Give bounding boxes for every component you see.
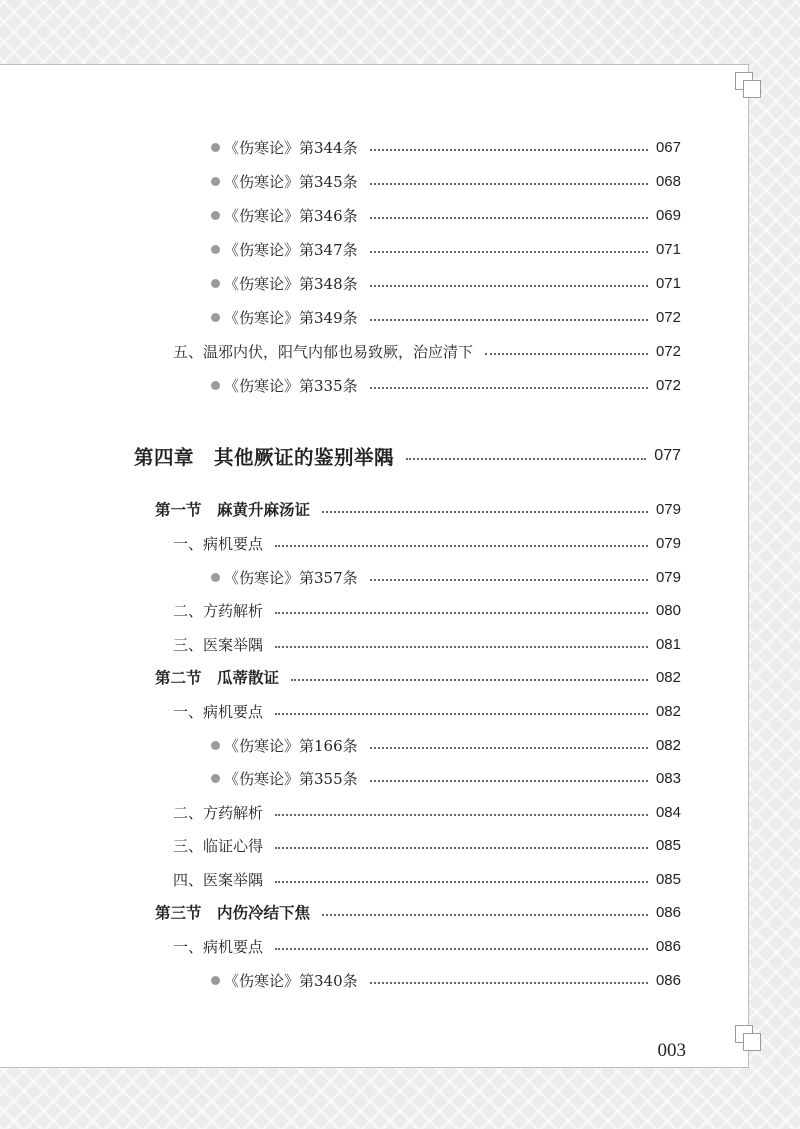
dot-leader xyxy=(275,948,648,950)
dot-leader xyxy=(370,183,648,185)
toc-entry[interactable] xyxy=(211,566,681,588)
toc-entry-page: 086 xyxy=(655,937,681,955)
bullet-icon xyxy=(211,177,220,186)
toc-entry-label: 三、医案举隅 xyxy=(173,635,264,654)
dot-leader xyxy=(275,612,648,614)
toc-entry[interactable] xyxy=(211,734,681,756)
toc-entry-page: 082 xyxy=(655,668,681,686)
page-number: 003 xyxy=(657,1040,686,1061)
toc-entry-page: 071 xyxy=(655,240,681,258)
toc-entry[interactable] xyxy=(173,532,681,554)
toc-entry-label: 《伤寒论》第347条 xyxy=(224,240,358,259)
toc-section-heading[interactable] xyxy=(155,498,681,520)
dot-leader xyxy=(370,982,648,984)
dot-leader xyxy=(275,847,648,849)
toc-entry-page: 085 xyxy=(655,836,681,854)
dot-leader xyxy=(370,387,648,389)
toc-entry-label: 一、病机要点 xyxy=(173,937,264,956)
toc-entry-page: 081 xyxy=(655,635,681,653)
toc-entry-label: 《伤寒论》第345条 xyxy=(224,172,358,191)
toc-entry[interactable] xyxy=(211,374,681,396)
toc-entry-label: 第三节 内伤冷结下焦 xyxy=(155,903,311,922)
toc-entry-page: 067 xyxy=(655,138,681,156)
dot-leader xyxy=(275,545,648,547)
toc-entry-page: 085 xyxy=(655,870,681,888)
toc-entry-page: 079 xyxy=(655,568,681,586)
toc-entry-label: 第二节 瓜蒂散证 xyxy=(155,668,280,687)
bullet-icon xyxy=(211,211,220,220)
dot-leader xyxy=(370,319,648,321)
corner-ornament-top xyxy=(735,72,761,98)
toc-entry-label: 第一节 麻黄升麻汤证 xyxy=(155,500,311,519)
toc-entry-label: 二、方药解析 xyxy=(173,803,264,822)
bullet-icon xyxy=(211,245,220,254)
bullet-icon xyxy=(211,741,220,750)
toc-entry-page: 077 xyxy=(654,447,681,464)
dot-leader xyxy=(370,780,648,782)
dot-leader xyxy=(406,458,646,460)
dot-leader xyxy=(275,881,648,883)
dot-leader xyxy=(322,914,648,916)
toc-chapter-heading[interactable] xyxy=(134,441,681,471)
toc-entry[interactable] xyxy=(173,834,681,856)
toc-entry[interactable] xyxy=(211,306,681,328)
toc-entry-page: 072 xyxy=(655,308,681,326)
bullet-icon xyxy=(211,279,220,288)
toc-entry[interactable] xyxy=(211,170,681,192)
toc-entry-page: 068 xyxy=(655,172,681,190)
toc-entry-page: 086 xyxy=(655,971,681,989)
corner-ornament-bottom xyxy=(735,1025,761,1051)
toc-entry[interactable] xyxy=(173,340,681,362)
dot-leader xyxy=(370,285,648,287)
toc-entry-page: 083 xyxy=(655,769,681,787)
toc-entry-label: 第四章 其他厥证的鉴别举隅 xyxy=(134,446,395,469)
toc-entry-label: 《伤寒论》第355条 xyxy=(224,769,358,788)
toc-entry-page: 080 xyxy=(655,601,681,619)
toc-entry[interactable] xyxy=(211,136,681,158)
dot-leader xyxy=(275,646,648,648)
dot-leader xyxy=(291,679,648,681)
toc-entry-label: 《伤寒论》第357条 xyxy=(224,568,358,587)
toc-entry-page: 086 xyxy=(655,903,681,921)
bullet-icon xyxy=(211,573,220,582)
dot-leader xyxy=(370,251,648,253)
toc-entry-page: 072 xyxy=(655,376,681,394)
toc-entry-label: 《伤寒论》第335条 xyxy=(224,376,358,395)
toc-entry-label: 三、临证心得 xyxy=(173,836,264,855)
dot-leader xyxy=(322,511,648,513)
dot-leader xyxy=(275,814,648,816)
bullet-icon xyxy=(211,976,220,985)
toc-entry-page: 084 xyxy=(655,803,681,821)
toc-entry-label: 《伤寒论》第349条 xyxy=(224,308,358,327)
dot-leader xyxy=(370,217,648,219)
toc-entry-label: 五、温邪内伏，阳气内郁也易致厥，治应清下 xyxy=(173,342,474,361)
toc-entry-page: 082 xyxy=(655,736,681,754)
toc-entry-page: 072 xyxy=(655,342,681,360)
toc-entry[interactable] xyxy=(173,700,681,722)
toc-entry[interactable] xyxy=(211,272,681,294)
toc-entry[interactable] xyxy=(173,801,681,823)
toc-entry-label: 一、病机要点 xyxy=(173,702,264,721)
bullet-icon xyxy=(211,774,220,783)
toc-entry-page: 071 xyxy=(655,274,681,292)
toc-entry[interactable] xyxy=(173,599,681,621)
toc-entry-label: 四、医案举隅 xyxy=(173,870,264,889)
toc-entry-label: 二、方药解析 xyxy=(173,601,264,620)
toc-entry-label: 《伤寒论》第340条 xyxy=(224,971,358,990)
bullet-icon xyxy=(211,381,220,390)
toc-entry[interactable] xyxy=(173,935,681,957)
dot-leader xyxy=(485,353,648,355)
toc-entry-label: 《伤寒论》第348条 xyxy=(224,274,358,293)
toc-entry-page: 082 xyxy=(655,702,681,720)
toc-entry-page: 079 xyxy=(655,500,681,518)
toc-entry-label: 《伤寒论》第344条 xyxy=(224,138,358,157)
bullet-icon xyxy=(211,313,220,322)
dot-leader xyxy=(370,747,648,749)
toc-entry[interactable] xyxy=(173,633,681,655)
dot-leader xyxy=(370,579,648,581)
toc-entry-label: 《伤寒论》第346条 xyxy=(224,206,358,225)
dot-leader xyxy=(370,149,648,151)
toc-entry[interactable] xyxy=(211,238,681,260)
toc-entry-page: 079 xyxy=(655,534,681,552)
toc-section-heading[interactable] xyxy=(155,901,681,923)
toc-entry-label: 一、病机要点 xyxy=(173,534,264,553)
toc-entry-label: 《伤寒论》第166条 xyxy=(224,736,358,755)
toc-entry[interactable] xyxy=(211,969,681,991)
toc-entry[interactable] xyxy=(211,204,681,226)
toc-entry[interactable] xyxy=(173,868,681,890)
toc-section-heading[interactable] xyxy=(155,666,681,688)
toc-entry[interactable] xyxy=(211,767,681,789)
bullet-icon xyxy=(211,143,220,152)
dot-leader xyxy=(275,713,648,715)
toc-entry-page: 069 xyxy=(655,206,681,224)
